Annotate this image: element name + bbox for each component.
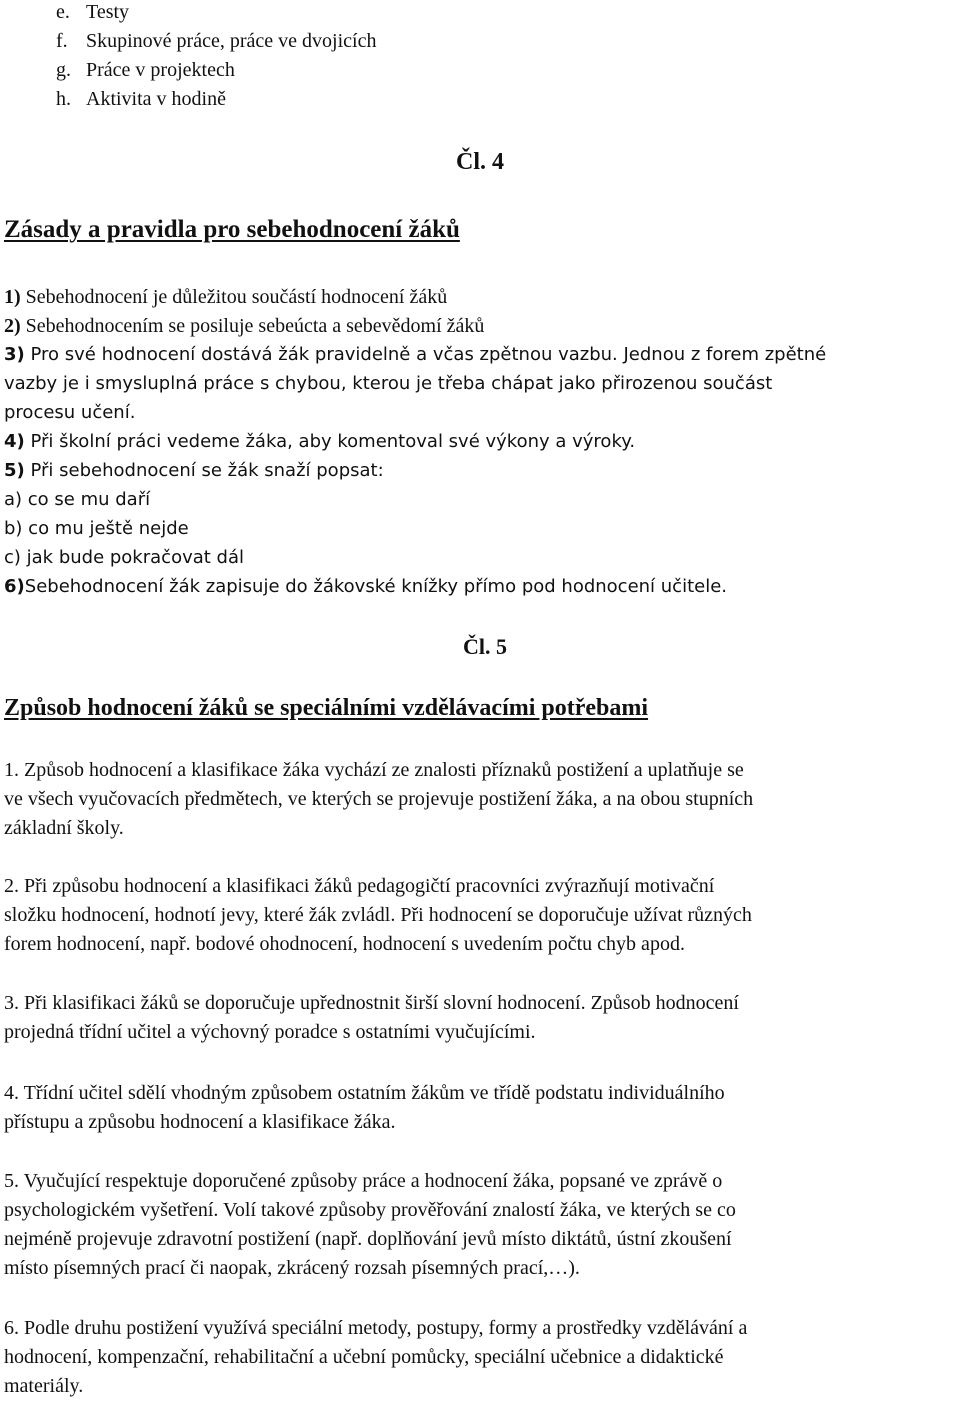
paragraph-line: ve všech vyučovacích předmětech, ve kterých se projevuje postižení žáka, a na obou stupních	[4, 788, 754, 810]
paragraph-line: hodnocení, kompenzační, rehabilitační a učební pomůcky, speciální učebnice a didaktické	[4, 1346, 724, 1368]
paragraph-line: složku hodnocení, hodnotí jevy, které žák zvládl. Při hodnocení se doporučuje užívat různých	[4, 904, 752, 926]
list-item: e. Testy	[56, 1, 130, 23]
rule-line-6: 6)Sebehodnocení žák zapisuje do žákovské knížky přímo pod hodnocení učitele.	[4, 576, 728, 597]
paragraph-line: místo písemných prací či naopak, zkrácený rozsah písemných prací,…).	[4, 1257, 580, 1279]
article-number-4: Čl. 4	[456, 149, 504, 175]
rule-subitem-b: b) co mu ještě nejde	[4, 518, 189, 539]
paragraph-line: projedná třídní učitel a výchovný poradce s ostatními vyučujícími.	[4, 1021, 536, 1043]
paragraph-line: materiály.	[4, 1375, 84, 1397]
paragraph-line: 6. Podle druhu postižení využívá speciální metody, postupy, formy a prostředky vzdělávání a	[4, 1317, 748, 1339]
list-item: h. Aktivita v hodině	[56, 88, 226, 110]
paragraph-line: nejméně projevuje zdravotní postižení (např. doplňování jevů místo diktátů, ústní zkoušení	[4, 1228, 732, 1250]
rule-subitem-c: c) jak bude pokračovat dál	[4, 547, 244, 568]
rule-subitem-a: a) co se mu daří	[4, 489, 151, 510]
paragraph-line: 5. Vyučující respektuje doporučené způsoby práce a hodnocení žáka, popsané ve zprávě o	[4, 1170, 723, 1192]
rule-line-2: 2) Sebehodnocením se posiluje sebeúcta a sebevědomí žáků	[4, 315, 485, 337]
paragraph-line: 1. Způsob hodnocení a klasifikace žáka vychází ze znalosti příznaků postižení a uplatňuje se	[4, 759, 744, 781]
rule-line-3: 3) Pro své hodnocení dostává žák pravidelně a včas zpětnou vazbu. Jednou z forem zpětné	[4, 344, 827, 365]
rule-line-5: 5) Při sebehodnocení se žák snaží popsat:	[4, 460, 384, 481]
paragraph-line: 4. Třídní učitel sdělí vhodným způsobem ostatním žákům ve třídě podstatu individuálního	[4, 1082, 725, 1104]
section-title-5: Způsob hodnocení žáků se speciálními vzdělávacími potřebami	[4, 695, 649, 721]
paragraph-line: forem hodnocení, např. bodové ohodnocení, hodnocení s uvedením počtu chyb apod.	[4, 933, 685, 955]
rule-line-3-cont: vazby je i smysluplná práce s chybou, kterou je třeba chápat jako přirozenou součást	[4, 373, 773, 394]
paragraph-line: přístupu a způsobu hodnocení a klasifikace žáka.	[4, 1111, 396, 1133]
paragraph-line: psychologickém vyšetření. Volí takové způsoby prověřování znalostí žáka, ve kterých se co	[4, 1199, 736, 1221]
paragraph-line: 3. Při klasifikaci žáků se doporučuje upřednostnit širší slovní hodnocení. Způsob hodnocení	[4, 992, 739, 1014]
rule-line-3-cont: procesu učení.	[4, 402, 136, 423]
list-item: f. Skupinové práce, práce ve dvojicích	[56, 30, 377, 52]
rule-line-1: 1) Sebehodnocení je důležitou součástí hodnocení žáků	[4, 286, 448, 308]
paragraph-line: základní školy.	[4, 817, 124, 839]
article-number-5: Čl. 5	[463, 634, 507, 659]
list-item: g. Práce v projektech	[56, 59, 235, 81]
rule-line-4: 4) Při školní práci vedeme žáka, aby komentoval své výkony a výroky.	[4, 431, 636, 452]
paragraph-line: 2. Při způsobu hodnocení a klasifikaci žáků pedagogičtí pracovníci zvýrazňují motivační	[4, 875, 715, 897]
section-title-4: Zásady a pravidla pro sebehodnocení žáků	[4, 216, 460, 243]
